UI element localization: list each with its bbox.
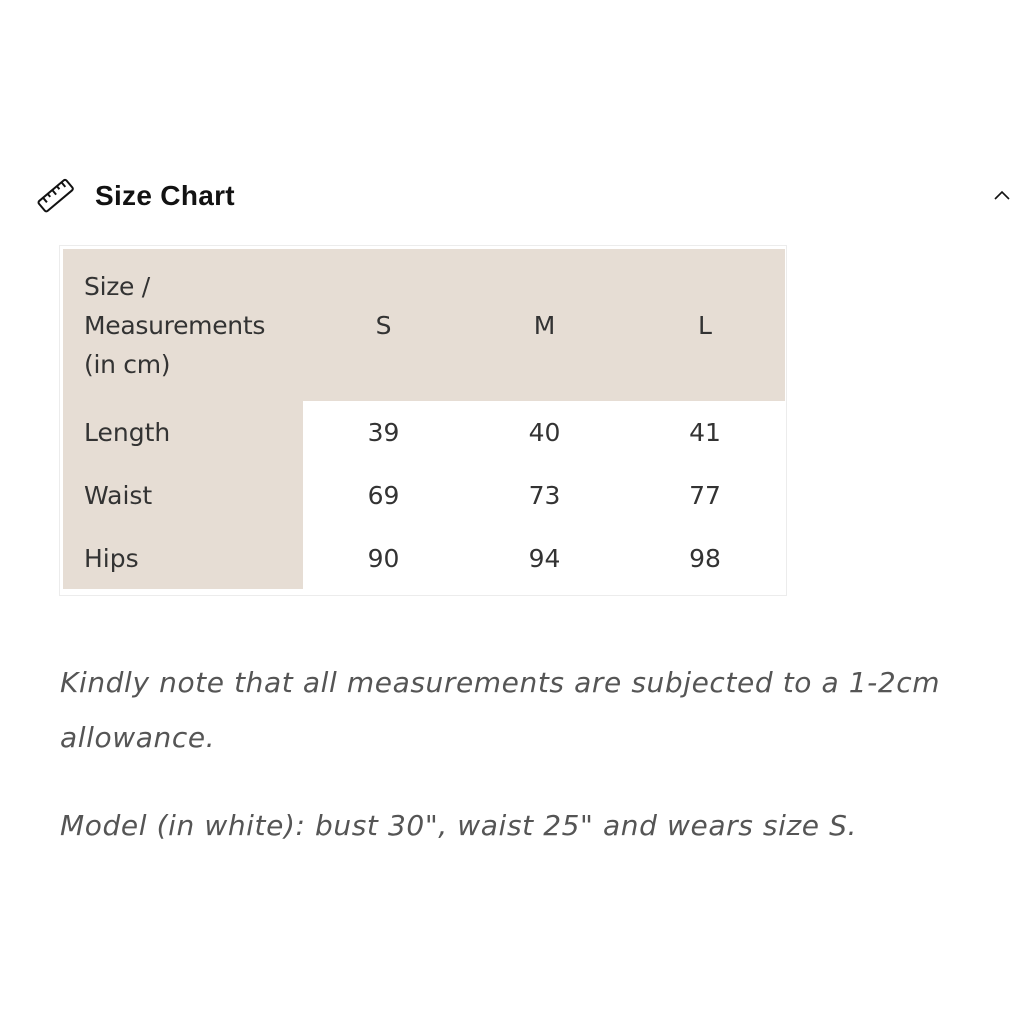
model-note: Model (in white): bust 30", waist 25" and wears size S.	[60, 809, 857, 842]
table-cell: 41	[625, 401, 785, 464]
table-cell: 69	[303, 464, 464, 527]
row-label-waist: Waist	[63, 464, 303, 527]
row-label-hips: Hips	[63, 527, 303, 589]
size-chart-accordion-header[interactable]	[34, 170, 1024, 222]
column-header-l: L	[625, 249, 785, 401]
size-chart-title: Size Chart	[95, 180, 235, 211]
column-header-s: S	[303, 249, 464, 401]
table-cell: 39	[303, 401, 464, 464]
table-cell: 77	[625, 464, 785, 527]
table-cell: 90	[303, 527, 464, 589]
allowance-note: Kindly note that all measurements are subjected to a 1-2cm allowance.	[60, 666, 941, 754]
table-row	[63, 464, 785, 527]
chevron-up-icon[interactable]	[990, 184, 1014, 208]
table-cell: 98	[625, 527, 785, 589]
corner-header	[63, 249, 303, 401]
corner-header-line-3: (in cm)	[84, 349, 171, 379]
ruler-icon	[34, 174, 78, 218]
column-header-m: M	[464, 249, 625, 401]
size-table-frame	[59, 245, 787, 596]
table-row	[63, 401, 785, 464]
table-row	[63, 527, 785, 589]
row-label-length: Length	[63, 401, 303, 464]
table-header-row	[63, 249, 785, 401]
table-cell: 73	[464, 464, 625, 527]
table-cell: 94	[464, 527, 625, 589]
corner-header-line-1: Size /	[84, 271, 150, 301]
corner-header-line-2: Measurements	[84, 310, 266, 340]
size-table	[63, 249, 785, 589]
table-cell: 40	[464, 401, 625, 464]
